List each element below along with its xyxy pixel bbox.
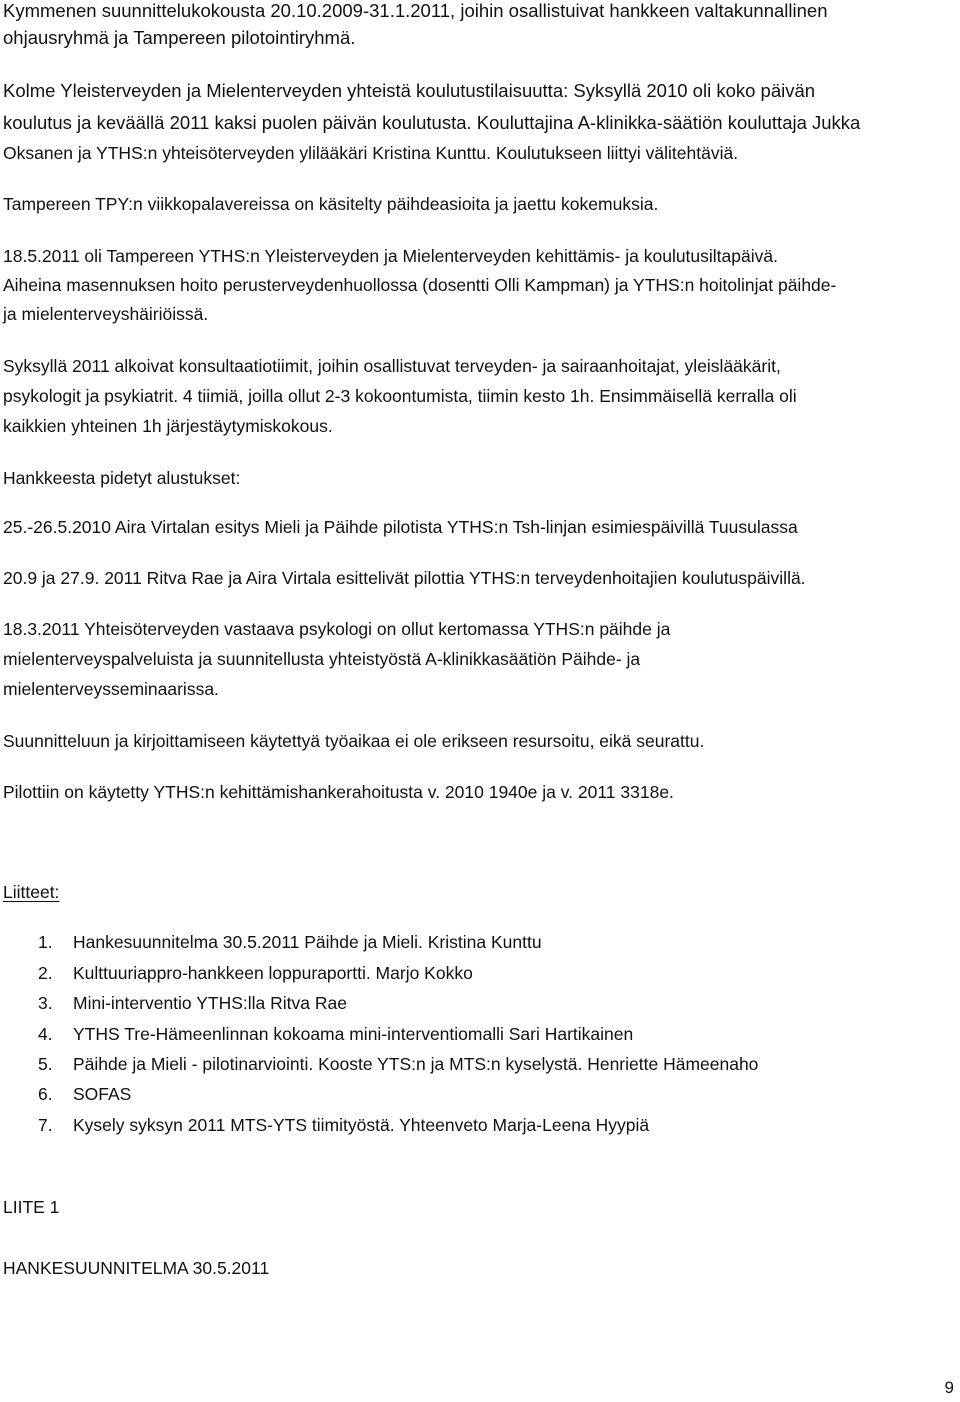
paragraph-text: ja mielenterveyshäiriöissä. bbox=[3, 304, 209, 324]
paragraph-text: Oksanen ja YTHS:n yhteisöterveyden ylilääkäri Kristina Kunttu. Koulutukseen liittyi välitehtäviä. bbox=[3, 143, 739, 163]
paragraph-text: Suunnitteluun ja kirjoittamiseen käytettyä työaikaa ei ole erikseen resursoitu, eikä seurattu. bbox=[3, 731, 705, 751]
appendix-title: HANKESUUNNITELMA 30.5.2011 bbox=[3, 1258, 270, 1278]
list-item-text: YTHS Tre-Hämeenlinnan kokoama mini-interventiomalli Sari Hartikainen bbox=[73, 1024, 634, 1044]
paragraph-text: Kolme Yleisterveyden ja Mielenterveyden yhteistä koulutustilaisuutta: Syksyllä 2010 oli koko päivän bbox=[3, 80, 816, 101]
paragraph-text: psykologit ja psykiatrit. 4 tiimiä, joilla ollut 2-3 kokoontumista, tiimin kesto 1h. Ensimmäisellä kerralla oli bbox=[3, 386, 797, 406]
paragraph-text: 25.-26.5.2010 Aira Virtalan esitys Mieli ja Päihde pilotista YTHS:n Tsh-linjan esimiespäivillä Tuusulassa bbox=[3, 517, 798, 537]
list-item-text: SOFAS bbox=[73, 1084, 132, 1104]
list-item-text: Päihde ja Mieli - pilotinarviointi. Kooste YTS:n ja MTS:n kyselystä. Henriette Hämeenaho bbox=[73, 1054, 759, 1074]
list-item-number: 3. bbox=[38, 993, 53, 1013]
paragraph-text: Aiheina masennuksen hoito perusterveydenhuollossa (dosentti Olli Kampman) ja YTHS:n hoitolinjat päihde- bbox=[3, 275, 837, 295]
page-number: 9 bbox=[944, 1378, 954, 1397]
paragraph-text: mielenterveyspalveluista ja suunnitellusta yhteistyöstä A-klinikkasäätiön Päihde- ja bbox=[3, 649, 641, 669]
paragraph-text: Pilottiin on käytetty YTHS:n kehittämishankerahoitusta v. 2010 1940e ja v. 2011 3318e. bbox=[3, 782, 674, 802]
list-item-number: 7. bbox=[38, 1115, 53, 1135]
paragraph-text: ohjausryhmä ja Tampereen pilotointiryhmä. bbox=[3, 27, 356, 48]
list-item-text: Kysely syksyn 2011 MTS-YTS tiimityöstä. Yhteenveto Marja-Leena Hyypiä bbox=[73, 1115, 650, 1135]
paragraph-text: 18.5.2011 oli Tampereen YTHS:n Yleisterveyden ja Mielenterveyden kehittämis- ja koulutusiltapäivä. bbox=[3, 246, 778, 266]
paragraph-text: 20.9 ja 27.9. 2011 Ritva Rae ja Aira Virtala esittelivät pilottia YTHS:n terveydenhoitajien koulutuspäivillä. bbox=[3, 568, 806, 588]
list-item-text: Kulttuuriappro-hankkeen loppuraportti. Marjo Kokko bbox=[73, 963, 473, 983]
appendix-label: LIITE 1 bbox=[3, 1197, 60, 1217]
list-item-text: Hankesuunnitelma 30.5.2011 Päihde ja Mieli. Kristina Kunttu bbox=[73, 932, 542, 952]
paragraph-text: koulutus ja keväällä 2011 kaksi puolen päivän koulutusta. Kouluttajina A-klinikka-säätiön kouluttaja Jukka bbox=[3, 112, 861, 133]
paragraph-text: Hankkeesta pidetyt alustukset: bbox=[3, 468, 241, 488]
paragraph-text: kaikkien yhteinen 1h järjestäytymiskokous. bbox=[3, 416, 333, 436]
list-item-number: 6. bbox=[38, 1084, 53, 1104]
list-item-number: 4. bbox=[38, 1024, 53, 1044]
paragraph-text: Syksyllä 2011 alkoivat konsultaatiotiimit, joihin osallistuvat terveyden- ja sairaanhoitajat, yleislääkärit, bbox=[3, 356, 781, 376]
list-item-number: 1. bbox=[38, 932, 53, 952]
paragraph-text: 18.3.2011 Yhteisöterveyden vastaava psykologi on ollut kertomassa YTHS:n päihde ja bbox=[3, 619, 671, 639]
list-item-number: 2. bbox=[38, 963, 53, 983]
paragraph-text: mielenterveysseminaarissa. bbox=[3, 679, 219, 699]
paragraph-text: Kymmenen suunnittelukokousta 20.10.2009-31.1.2011, joihin osallistuivat hankkeen valtakunnallinen bbox=[3, 0, 828, 21]
list-item-number: 5. bbox=[38, 1054, 53, 1074]
paragraph-text: Tampereen TPY:n viikkopalavereissa on käsitelty päihdeasioita ja jaettu kokemuksia. bbox=[3, 194, 659, 214]
list-item-text: Mini-interventio YTHS:lla Ritva Rae bbox=[73, 993, 347, 1013]
attachments-heading: Liitteet: bbox=[3, 882, 60, 902]
